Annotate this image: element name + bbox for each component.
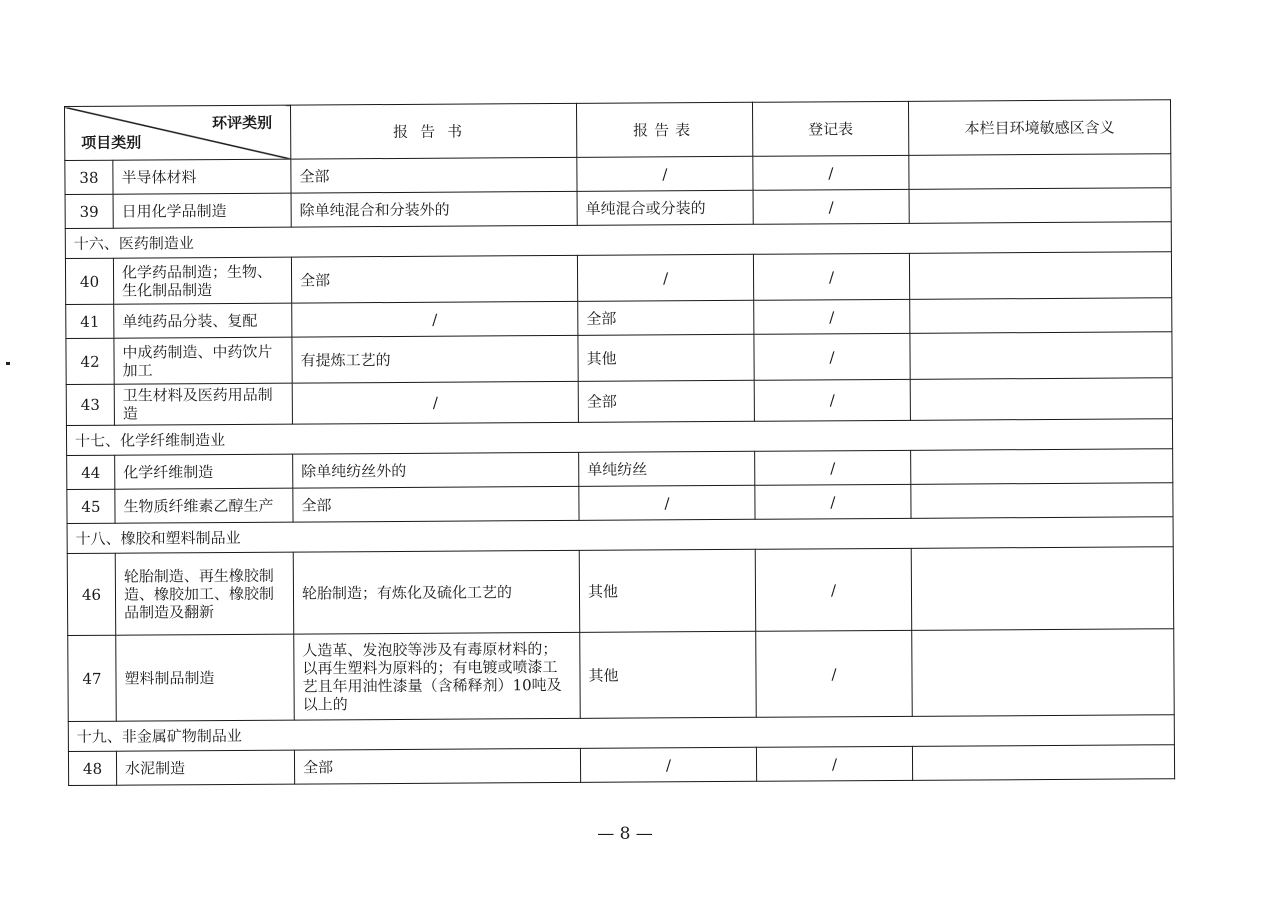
table-row (65, 252, 1171, 305)
row-number: 39 (65, 194, 113, 228)
sensitive-cell (911, 449, 1173, 485)
project-name: 化学药品制造；生物、生化制品制造 (113, 257, 291, 304)
header-report-book: 报告书 (290, 103, 576, 159)
register-cell: / (753, 253, 909, 300)
project-name: 化学纤维制造 (115, 454, 293, 489)
page-number: — 8 — (597, 824, 653, 844)
table-row (67, 547, 1173, 636)
sensitive-cell (909, 188, 1171, 224)
report-form-cell: 其他 (578, 334, 754, 381)
header-register-form: 登记表 (752, 101, 908, 156)
register-cell: / (753, 189, 909, 224)
classification-table (64, 99, 1175, 786)
table-header-row (65, 100, 1171, 161)
report-form-cell: / (579, 485, 755, 520)
row-number: 48 (68, 751, 116, 785)
report-form-cell: 全部 (578, 300, 754, 335)
report-book-cell: 人造革、发泡胶等涉及有毒原材料的；以再生塑料为原料的；有电镀或喷漆工艺且年用油性漆量（含稀释剂）10吨及以上的 (294, 632, 581, 720)
report-form-cell: / (577, 156, 753, 191)
row-number: 38 (65, 160, 113, 194)
report-book-cell: / (292, 301, 578, 337)
report-book-cell: 有提炼工艺的 (292, 335, 578, 383)
row-number: 41 (66, 304, 114, 338)
project-name: 轮胎制造、再生橡胶制造、橡胶加工、橡胶制品制造及翻新 (115, 552, 293, 635)
row-number: 47 (68, 635, 117, 721)
report-book-cell: 全部 (291, 157, 577, 193)
scan-speck (6, 362, 10, 365)
report-book-cell: 轮胎制造；有炼化及硫化工艺的 (293, 550, 579, 634)
report-book-cell: 全部 (293, 486, 579, 522)
row-number: 43 (66, 384, 114, 425)
report-form-cell: 单纯混合或分装的 (577, 190, 753, 225)
table-row (68, 745, 1174, 786)
sensitive-cell (910, 298, 1172, 334)
register-cell: / (756, 746, 912, 781)
project-name: 塑料制品制造 (116, 634, 295, 721)
sensitive-cell (909, 252, 1171, 300)
sensitive-cell (910, 332, 1172, 380)
table-row (66, 378, 1172, 426)
section-title: 十九、非金属矿物制品业 (68, 715, 1174, 752)
register-cell: / (756, 630, 913, 717)
header-sensitive-area: 本栏目环境敏感区含义 (908, 100, 1170, 156)
project-name: 半导体材料 (113, 159, 291, 194)
register-cell: / (753, 155, 909, 190)
sensitive-cell (911, 483, 1173, 519)
row-number: 42 (66, 338, 114, 384)
sensitive-cell (912, 629, 1175, 717)
section-title: 十八、橡胶和塑料制品业 (67, 517, 1173, 554)
report-form-cell: / (580, 747, 756, 782)
register-cell: / (755, 484, 911, 519)
sensitive-cell (912, 745, 1174, 781)
section-title: 十七、化学纤维制造业 (66, 419, 1172, 456)
table-row (66, 332, 1172, 385)
table-row (68, 629, 1175, 722)
report-form-cell: 其他 (580, 631, 757, 718)
project-name: 日用化学品制造 (113, 193, 291, 228)
report-book-cell: 除单纯混合和分装外的 (291, 191, 577, 227)
project-name: 中成药制造、中药饮片加工 (114, 337, 292, 384)
register-cell: / (755, 548, 911, 631)
row-number: 40 (65, 258, 113, 304)
report-book-cell: 全部 (291, 255, 577, 303)
header-project-category: 项目类别 (81, 133, 142, 152)
project-name: 水泥制造 (116, 750, 294, 785)
register-cell: / (754, 299, 910, 334)
report-form-cell: 全部 (578, 380, 754, 422)
row-number: 45 (67, 489, 115, 523)
section-title: 十六、医药制造业 (65, 222, 1171, 259)
report-book-cell: / (292, 381, 578, 424)
register-cell: / (755, 450, 911, 485)
report-form-cell: 单纯纺丝 (579, 451, 755, 486)
sensitive-cell (911, 547, 1173, 631)
register-cell: / (754, 379, 910, 421)
project-name: 单纯药品分装、复配 (114, 303, 292, 338)
header-report-form: 报告表 (576, 102, 752, 157)
project-name: 生物质纤维素乙醇生产 (115, 488, 293, 523)
register-cell: / (754, 333, 910, 380)
project-name: 卫生材料及医药用品制造 (114, 383, 292, 425)
report-book-cell: 除单纯纺丝外的 (293, 452, 579, 488)
sensitive-cell (910, 378, 1172, 421)
report-form-cell: 其他 (579, 549, 755, 632)
sensitive-cell (909, 154, 1171, 190)
report-book-cell: 全部 (294, 748, 580, 784)
row-number: 44 (67, 455, 115, 489)
report-form-cell: / (577, 254, 753, 301)
row-number: 46 (67, 553, 116, 635)
header-eia-category: 环评类别 (212, 113, 273, 133)
diagonal-header-cell (65, 105, 291, 160)
